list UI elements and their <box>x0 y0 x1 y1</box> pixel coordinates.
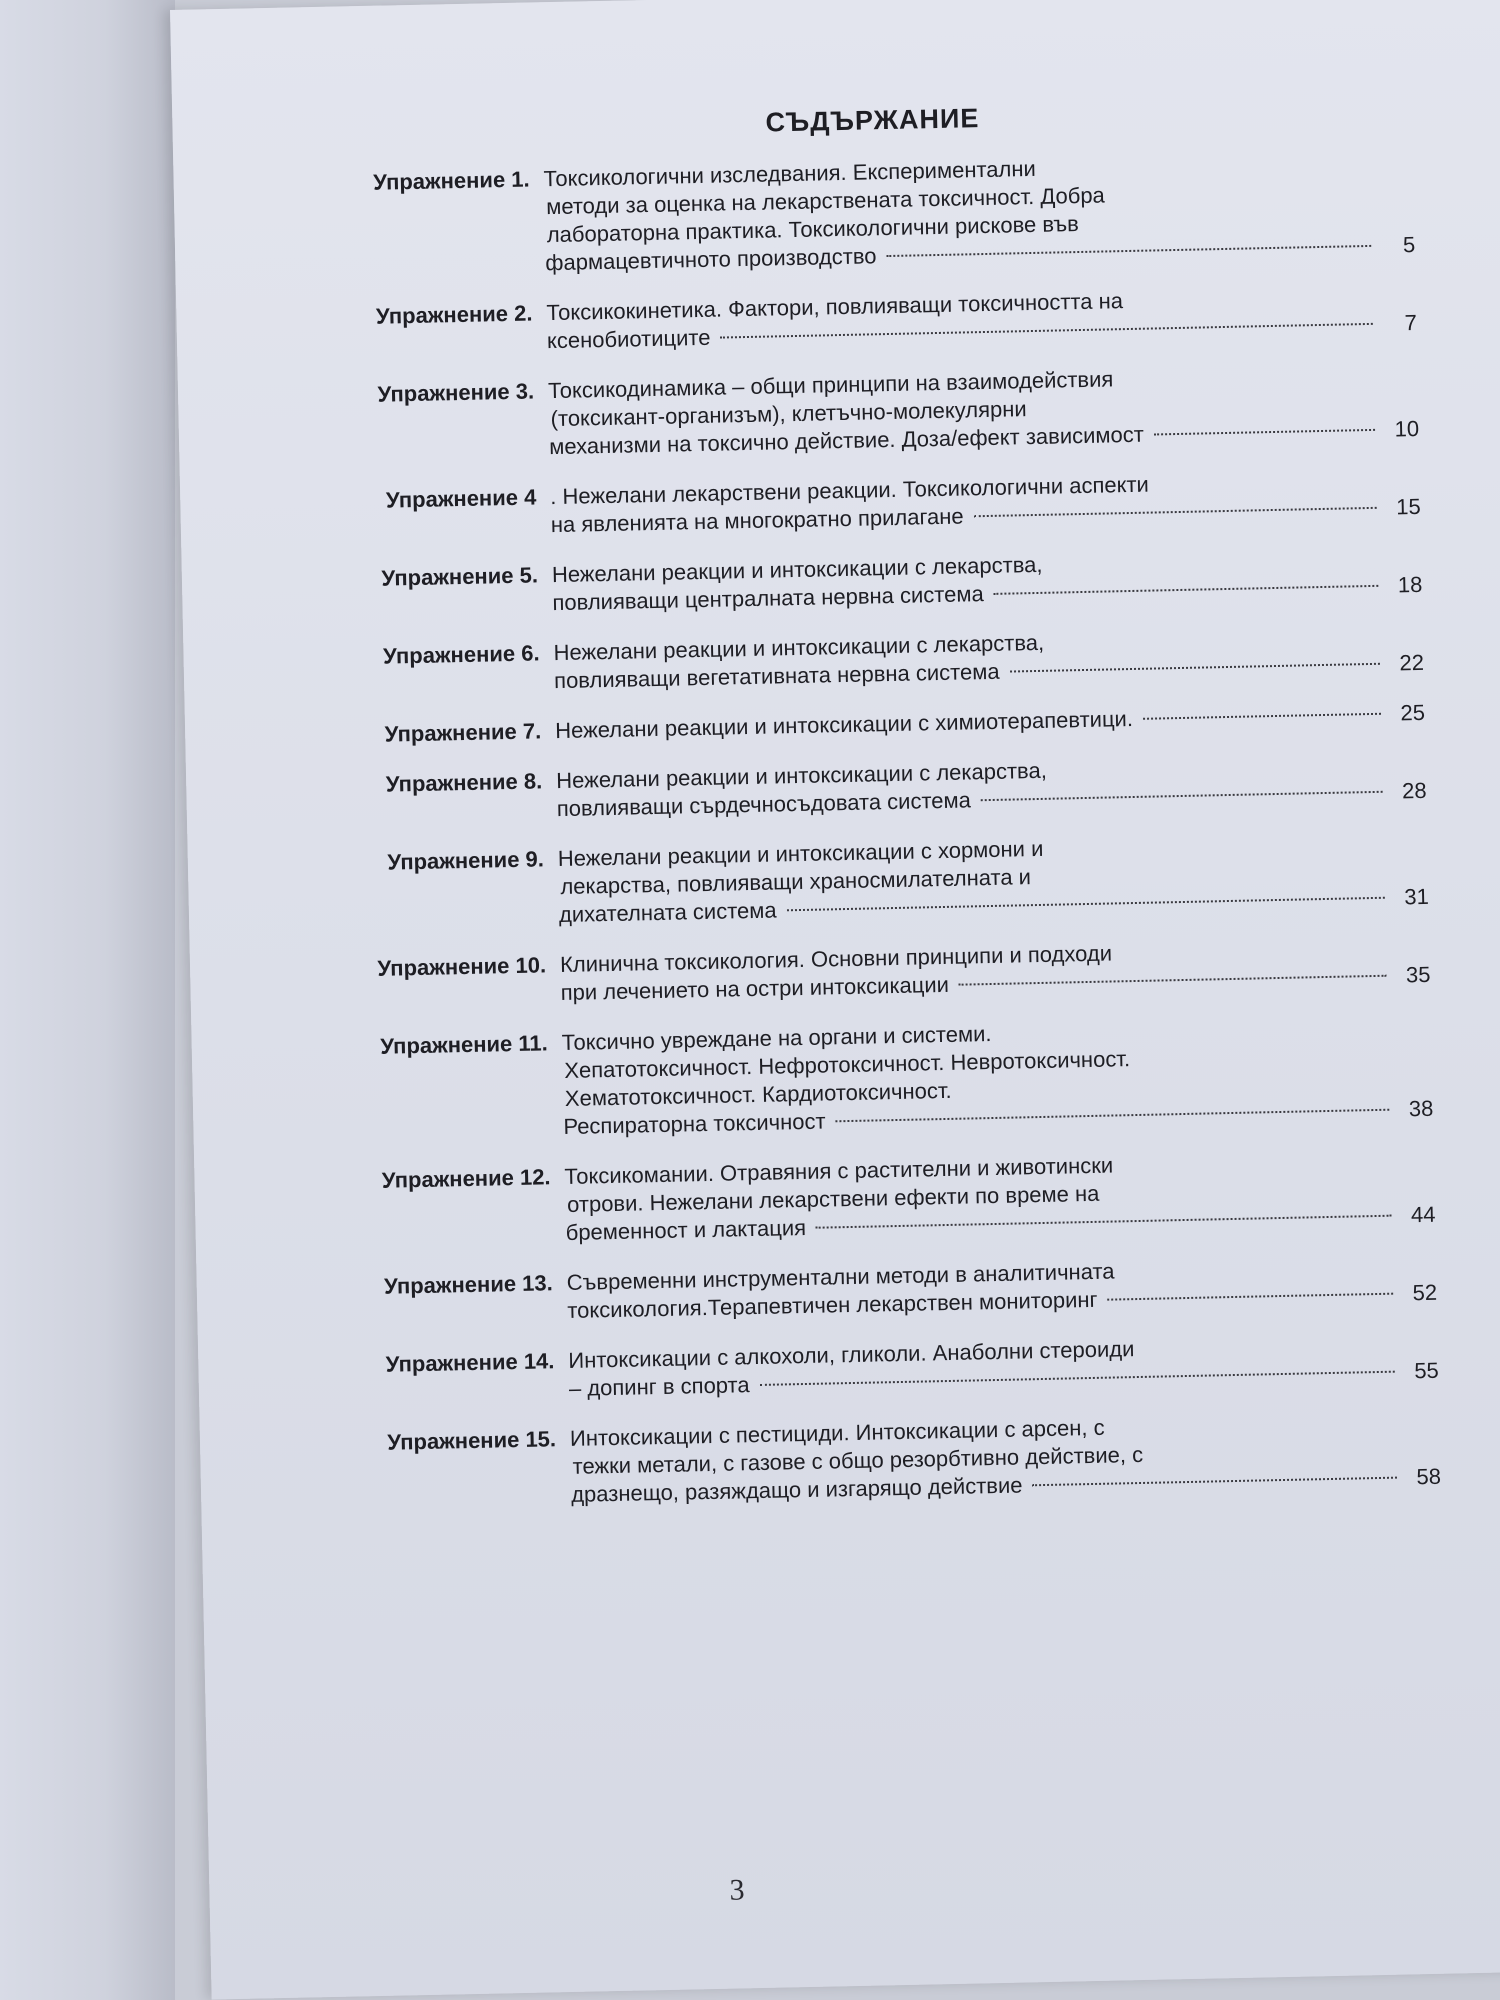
entry-title-line: Нежелани реакции и интоксикации с лекарства, <box>555 757 1048 794</box>
entry-body <box>566 1251 1437 1325</box>
entry-page-number: 35 <box>1405 961 1431 988</box>
entry-title-line: при лечението на остри интоксикации <box>560 971 950 1006</box>
entry-body <box>550 465 1421 539</box>
entry-page-number: 25 <box>1400 699 1426 726</box>
entry-title-line: Респираторна токсичност <box>563 1108 826 1140</box>
toc-title: СЪДЪРЖАНИЕ <box>765 103 980 138</box>
dot-leader <box>974 507 1377 517</box>
entry-title-line: повлияващи сърдечносъдовата система <box>556 787 972 822</box>
entry-label: Упражнение 11. <box>380 1030 548 1059</box>
entry-title-line: лабораторна практика. Токсикологични рискове във <box>546 211 1080 248</box>
entry-title-line: Токсикомании. Отравяния с растителни и животински <box>564 1152 1114 1189</box>
entry-title-line: повлияващи вегетативната нервна система <box>553 658 1000 694</box>
toc-entries <box>183 147 1441 1516</box>
entry-title-line: дразнещо, разяждащо и изгарящо действие <box>570 1472 1023 1507</box>
entry-title-line: Съвременни инструментални методи в аналитичната <box>566 1258 1115 1295</box>
toc-entry <box>186 281 1417 363</box>
dot-leader <box>760 1371 1395 1386</box>
entry-body <box>553 621 1424 695</box>
entry-body <box>543 147 1415 277</box>
entry-title-line: механизми на токсично действие. Доза/ефект зависимост <box>548 421 1145 460</box>
entry-label: Упражнение 7. <box>384 718 542 747</box>
toc-entry <box>195 699 1425 753</box>
dot-leader <box>816 1215 1392 1229</box>
toc-entry <box>193 621 1424 703</box>
entry-title-line: Токсикологични изследвания. Експериментални <box>543 155 1037 192</box>
entry-title-line: бременност и лактация <box>565 1214 807 1245</box>
entry-label: Упражнение 9. <box>387 846 545 875</box>
dot-leader <box>1032 1477 1397 1487</box>
dot-leader <box>959 975 1387 986</box>
dot-leader <box>1154 429 1375 436</box>
entry-title-line: Хематотоксичност. Кардиотоксичност. <box>564 1077 952 1111</box>
entry-title-line: (токсикант-организъм), клетъчно-молекулярни <box>550 396 1027 432</box>
entry-page-number: 44 <box>1410 1201 1436 1228</box>
entry-title-line: тежки метали, с газове с общо резорбтивно действие, с <box>572 1441 1144 1479</box>
entry-title-line: отрови. Нежелани лекарствени ефекти по време на <box>566 1180 1100 1217</box>
toc-entry <box>192 543 1423 625</box>
entry-title-line: методи за оценка на лекарствената токсичност. Добра <box>545 182 1106 220</box>
dot-leader <box>981 791 1383 801</box>
entry-label: Упражнение 12. <box>381 1164 551 1193</box>
entry-title-line: токсикология.Терапевтичен лекарствен мониторинг <box>567 1286 1098 1323</box>
entry-title-line: Клинична токсикология. Основни принципи и подходи <box>559 940 1113 978</box>
entry-title-line: Интоксикации с алкохоли, гликоли. Анаболни стероиди <box>568 1336 1135 1373</box>
entry-page-number: 55 <box>1414 1357 1440 1384</box>
entry-page-number: 31 <box>1404 883 1430 910</box>
dot-leader <box>1010 663 1380 673</box>
entry-page-number: 18 <box>1397 571 1423 598</box>
toc-entry <box>200 933 1431 1015</box>
previous-page-edge <box>0 0 175 2000</box>
entry-title-line: – допинг в спорта <box>568 1372 750 1401</box>
entry-body <box>568 1329 1439 1403</box>
book-page <box>170 0 1500 2000</box>
page-number: 3 <box>729 1873 745 1907</box>
entry-title-line: Нежелани реакции и интоксикации с химиотерапевтици. <box>554 705 1134 744</box>
entry-title-line: лекарства, повлияващи храносмилателната и <box>560 864 1032 900</box>
toc-entry <box>210 1407 1441 1517</box>
entry-page-number: 7 <box>1404 309 1418 336</box>
entry-label: Упражнение 15. <box>387 1426 557 1455</box>
entry-title-line: Токсикодинамика – общи принципи на взаимодействия <box>547 366 1114 404</box>
dot-leader <box>787 897 1385 912</box>
toc-entry <box>196 749 1427 831</box>
entry-label: Упражнение 6. <box>382 640 540 669</box>
entry-label: Упражнение 4 <box>385 484 537 513</box>
entry-page-number: 52 <box>1412 1279 1438 1306</box>
entry-title-line: Нежелани реакции и интоксикации с хормони и <box>557 835 1044 872</box>
entry-body <box>561 1011 1433 1141</box>
entry-title-line: дихателната система <box>558 897 777 928</box>
entry-page-number: 38 <box>1408 1095 1434 1122</box>
entry-page-number: 15 <box>1395 493 1421 520</box>
entry-label: Упражнение 10. <box>377 952 547 981</box>
entry-body <box>548 359 1420 461</box>
entry-last-line <box>555 699 1425 745</box>
dot-leader <box>835 1109 1389 1123</box>
entry-body <box>556 749 1427 823</box>
entry-label: Упражнение 3. <box>377 378 535 407</box>
dot-leader <box>720 323 1372 339</box>
entry-page-number: 5 <box>1402 231 1416 258</box>
toc-entry <box>202 1011 1434 1149</box>
toc-entry <box>190 465 1421 547</box>
entry-label: Упражнение 2. <box>375 300 533 329</box>
entry-title-line: фармацевтичното производство <box>545 243 877 276</box>
entry-body <box>558 827 1430 929</box>
entry-title-line: на явленията на многократно прилагане <box>550 503 964 538</box>
toc-entry <box>204 1145 1435 1255</box>
entry-body <box>546 281 1417 355</box>
entry-page-number: 10 <box>1394 415 1420 442</box>
entry-label: Упражнение 14. <box>385 1348 555 1377</box>
table-of-contents <box>182 94 1441 1538</box>
toc-entry <box>183 147 1415 285</box>
entry-body <box>560 933 1431 1007</box>
dot-leader <box>1108 1293 1394 1301</box>
entry-label: Упражнение 5. <box>381 562 539 591</box>
entry-page-number: 22 <box>1399 649 1425 676</box>
toc-entry <box>207 1251 1438 1333</box>
entry-title-line: Токсично увреждане на органи и системи. <box>561 1021 992 1056</box>
dot-leader <box>886 245 1371 257</box>
entry-title-line: . Нежелани лекарствени реакции. Токсикологични аспекти <box>550 471 1150 510</box>
entry-body <box>564 1145 1436 1247</box>
entry-title-line: Интоксикации с пестициди. Интоксикации с арсен, с <box>569 1414 1105 1451</box>
entry-title-line: Нежелани реакции и интоксикации с лекарства, <box>553 629 1045 666</box>
entry-label: Упражнение 1. <box>372 166 530 195</box>
toc-entry <box>208 1329 1439 1411</box>
toc-entry <box>188 359 1419 469</box>
dot-leader <box>1143 713 1381 720</box>
entry-title-line: ксенобиотиците <box>546 324 711 354</box>
entry-title-line: Хепатотоксичност. Нефротоксичност. Невротоксичност. <box>564 1046 1131 1083</box>
entry-title-line: повлияващи централната нервна система <box>552 581 984 616</box>
entry-page-number: 28 <box>1401 777 1427 804</box>
entry-page-number: 58 <box>1416 1463 1442 1490</box>
entry-label: Упражнение 13. <box>383 1270 554 1299</box>
entry-title-line: Токсикокинетика. Фактори, повлияващи токсичността на <box>546 288 1124 326</box>
entry-body <box>555 699 1425 745</box>
entry-body <box>552 543 1423 617</box>
entry-label: Упражнение 8. <box>385 768 543 797</box>
entry-title-line: Нежелани реакции и интоксикации с лекарства, <box>551 551 1043 588</box>
dot-leader <box>994 585 1379 595</box>
toc-entry <box>198 827 1429 937</box>
entry-body <box>570 1407 1442 1509</box>
